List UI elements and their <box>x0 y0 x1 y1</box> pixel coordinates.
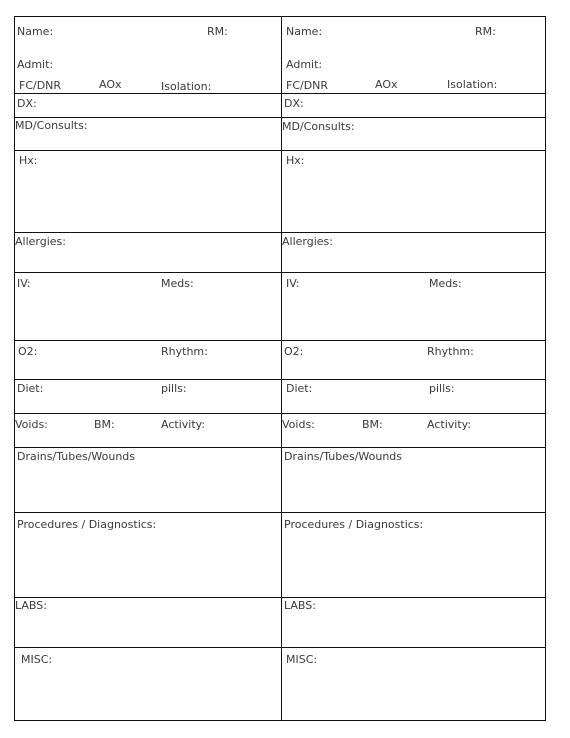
md-consults-label: MD/Consults: <box>15 119 88 132</box>
drains-label: Drains/Tubes/Wounds <box>17 450 136 463</box>
procedures-label: Procedures / Diagnostics: <box>17 518 157 531</box>
hx-label: Hx: <box>19 154 38 167</box>
divider <box>282 413 546 414</box>
name-label: Name: <box>17 25 54 38</box>
divider <box>15 512 281 513</box>
md-consults-label: MD/Consults: <box>282 120 355 133</box>
divider <box>15 340 281 341</box>
divider <box>282 340 546 341</box>
name-label: Name: <box>286 25 323 38</box>
bm-label: BM: <box>362 418 383 431</box>
meds-label: Meds: <box>161 277 194 290</box>
bm-label: BM: <box>94 418 115 431</box>
divider <box>15 447 281 448</box>
misc-label: MISC: <box>21 653 53 666</box>
labs-label: LABS: <box>15 599 47 612</box>
divider <box>282 379 546 380</box>
hx-label: Hx: <box>286 154 305 167</box>
patient-column-left <box>15 17 281 720</box>
activity-label: Activity: <box>427 418 472 431</box>
divider <box>15 150 281 151</box>
dx-label: DX: <box>17 97 37 110</box>
divider <box>15 117 281 118</box>
dx-label: DX: <box>284 97 304 110</box>
iv-label: IV: <box>17 277 31 290</box>
divider <box>282 447 546 448</box>
o2-label: O2: <box>18 345 38 358</box>
iv-label: IV: <box>286 277 300 290</box>
divider <box>15 597 281 598</box>
activity-label: Activity: <box>161 418 206 431</box>
rm-label: RM: <box>475 25 496 38</box>
divider <box>15 93 281 94</box>
pills-label: pills: <box>429 382 455 395</box>
fc-dnr-label: FC/DNR <box>286 79 329 92</box>
o2-label: O2: <box>284 345 304 358</box>
diet-label: Diet: <box>17 382 44 395</box>
report-sheet <box>14 16 546 721</box>
divider <box>282 150 546 151</box>
fc-dnr-label: FC/DNR <box>19 79 62 92</box>
divider <box>282 597 546 598</box>
rm-label: RM: <box>207 25 228 38</box>
divider <box>282 272 546 273</box>
divider <box>15 272 281 273</box>
divider <box>15 379 281 380</box>
meds-label: Meds: <box>429 277 462 290</box>
divider <box>282 512 546 513</box>
patient-column-right <box>281 17 546 720</box>
misc-label: MISC: <box>286 653 318 666</box>
allergies-label: Allergies: <box>15 235 66 248</box>
divider <box>282 93 546 94</box>
divider <box>282 117 546 118</box>
isolation-label: Isolation: <box>161 80 212 93</box>
isolation-label: Isolation: <box>447 78 498 91</box>
divider <box>15 413 281 414</box>
voids-label: Voids: <box>15 418 48 431</box>
divider <box>282 232 546 233</box>
voids-label: Voids: <box>282 418 315 431</box>
admit-label: Admit: <box>286 58 323 71</box>
admit-label: Admit: <box>17 58 54 71</box>
procedures-label: Procedures / Diagnostics: <box>284 518 424 531</box>
labs-label: LABS: <box>284 599 316 612</box>
drains-label: Drains/Tubes/Wounds <box>284 450 403 463</box>
divider <box>282 647 546 648</box>
allergies-label: Allergies: <box>282 235 333 248</box>
divider <box>15 647 281 648</box>
divider <box>15 232 281 233</box>
diet-label: Diet: <box>286 382 313 395</box>
aox-label: AOx <box>375 78 398 91</box>
rhythm-label: Rhythm: <box>427 345 474 358</box>
rhythm-label: Rhythm: <box>161 345 208 358</box>
aox-label: AOx <box>99 78 122 91</box>
pills-label: pills: <box>161 382 187 395</box>
